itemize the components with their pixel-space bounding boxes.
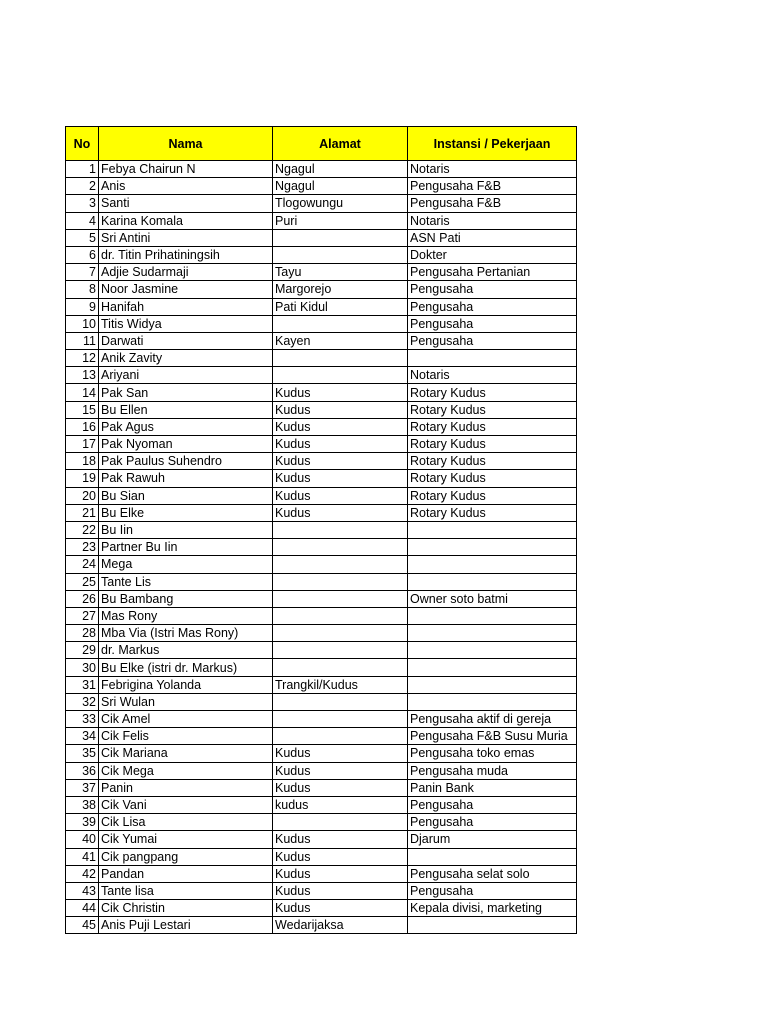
row-number: 15 [66, 401, 99, 418]
row-instansi: Pengusaha [408, 814, 577, 831]
row-alamat [273, 659, 408, 676]
row-alamat: Kudus [273, 436, 408, 453]
row-number: 11 [66, 332, 99, 349]
row-alamat [273, 642, 408, 659]
row-nama: Darwati [99, 332, 273, 349]
row-instansi: Pengusaha [408, 298, 577, 315]
row-alamat: kudus [273, 796, 408, 813]
table-row [66, 796, 577, 813]
row-number: 7 [66, 264, 99, 281]
table-row [66, 831, 577, 848]
row-alamat: Kudus [273, 384, 408, 401]
row-number: 31 [66, 676, 99, 693]
row-number: 43 [66, 882, 99, 899]
table-row [66, 573, 577, 590]
row-instansi [408, 521, 577, 538]
row-nama: Titis Widya [99, 315, 273, 332]
row-alamat: Kudus [273, 487, 408, 504]
row-instansi: Dokter [408, 246, 577, 263]
table-row [66, 504, 577, 521]
row-alamat: Kudus [273, 900, 408, 917]
row-instansi: Rotary Kudus [408, 401, 577, 418]
row-number: 28 [66, 625, 99, 642]
row-alamat: Tayu [273, 264, 408, 281]
table-row [66, 745, 577, 762]
table-row [66, 711, 577, 728]
table-row [66, 728, 577, 745]
row-nama: Pak Agus [99, 418, 273, 435]
row-instansi: Owner soto batmi [408, 590, 577, 607]
row-instansi: Rotary Kudus [408, 436, 577, 453]
table-row [66, 281, 577, 298]
table-header [66, 127, 577, 161]
row-number: 25 [66, 573, 99, 590]
row-number: 26 [66, 590, 99, 607]
row-nama: Pandan [99, 865, 273, 882]
row-instansi: Pengusaha [408, 281, 577, 298]
row-nama: Partner Bu Iin [99, 539, 273, 556]
row-nama: Anik Zavity [99, 350, 273, 367]
row-instansi: Pengusaha toko emas [408, 745, 577, 762]
table-row [66, 418, 577, 435]
row-number: 36 [66, 762, 99, 779]
row-alamat: Kayen [273, 332, 408, 349]
row-instansi [408, 573, 577, 590]
row-instansi [408, 625, 577, 642]
row-nama: Cik Christin [99, 900, 273, 917]
row-nama: Cik Yumai [99, 831, 273, 848]
row-instansi: Rotary Kudus [408, 504, 577, 521]
row-alamat: Puri [273, 212, 408, 229]
table-row [66, 539, 577, 556]
row-number: 2 [66, 178, 99, 195]
row-instansi: Notaris [408, 212, 577, 229]
row-nama: Cik Amel [99, 711, 273, 728]
row-nama: Cik Mariana [99, 745, 273, 762]
row-number: 37 [66, 779, 99, 796]
row-alamat [273, 607, 408, 624]
row-instansi: ASN Pati [408, 229, 577, 246]
row-alamat [273, 625, 408, 642]
table-row [66, 865, 577, 882]
row-nama: Pak Nyoman [99, 436, 273, 453]
row-instansi: Pengusaha [408, 796, 577, 813]
row-alamat: Wedarijaksa [273, 917, 408, 934]
table-row [66, 161, 577, 178]
row-instansi [408, 848, 577, 865]
table-row [66, 332, 577, 349]
row-instansi [408, 350, 577, 367]
table-row [66, 436, 577, 453]
row-alamat [273, 539, 408, 556]
row-nama: Pak Paulus Suhendro [99, 453, 273, 470]
row-alamat: Ngagul [273, 178, 408, 195]
row-nama: Bu Elke [99, 504, 273, 521]
row-instansi: Rotary Kudus [408, 487, 577, 504]
row-alamat [273, 556, 408, 573]
row-nama: Tante Lis [99, 573, 273, 590]
row-number: 19 [66, 470, 99, 487]
table-row [66, 521, 577, 538]
row-instansi: Pengusaha aktif di gereja [408, 711, 577, 728]
row-number: 12 [66, 350, 99, 367]
row-alamat: Ngagul [273, 161, 408, 178]
row-nama: Mba Via (Istri Mas Rony) [99, 625, 273, 642]
row-instansi: Pengusaha [408, 332, 577, 349]
row-alamat: Kudus [273, 779, 408, 796]
table-row [66, 848, 577, 865]
row-instansi: Panin Bank [408, 779, 577, 796]
row-alamat: Kudus [273, 453, 408, 470]
row-alamat: Pati Kidul [273, 298, 408, 315]
row-alamat: Kudus [273, 848, 408, 865]
row-number: 16 [66, 418, 99, 435]
row-instansi [408, 556, 577, 573]
row-nama: Hanifah [99, 298, 273, 315]
row-nama: Bu Sian [99, 487, 273, 504]
row-number: 18 [66, 453, 99, 470]
header-instansi: Instansi / Pekerjaan [408, 127, 577, 161]
row-alamat: Margorejo [273, 281, 408, 298]
row-alamat: Kudus [273, 882, 408, 899]
row-alamat: Kudus [273, 470, 408, 487]
row-nama: dr. Markus [99, 642, 273, 659]
row-instansi: Pengusaha muda [408, 762, 577, 779]
row-number: 35 [66, 745, 99, 762]
row-instansi: Pengusaha [408, 882, 577, 899]
row-instansi [408, 642, 577, 659]
row-number: 32 [66, 693, 99, 710]
row-nama: Karina Komala [99, 212, 273, 229]
row-number: 30 [66, 659, 99, 676]
row-instansi: Pengusaha F&B [408, 195, 577, 212]
row-instansi: Pengusaha Pertanian [408, 264, 577, 281]
row-nama: Cik Felis [99, 728, 273, 745]
row-alamat [273, 814, 408, 831]
row-nama: Anis [99, 178, 273, 195]
row-instansi [408, 693, 577, 710]
table-row [66, 453, 577, 470]
row-instansi [408, 539, 577, 556]
row-number: 1 [66, 161, 99, 178]
row-instansi: Rotary Kudus [408, 470, 577, 487]
row-number: 29 [66, 642, 99, 659]
row-number: 40 [66, 831, 99, 848]
row-nama: Sri Antini [99, 229, 273, 246]
table-row [66, 762, 577, 779]
header-row [66, 127, 577, 161]
row-alamat: Kudus [273, 865, 408, 882]
row-nama: Cik Vani [99, 796, 273, 813]
row-nama: Sri Wulan [99, 693, 273, 710]
row-nama: Cik pangpang [99, 848, 273, 865]
row-nama: Anis Puji Lestari [99, 917, 273, 934]
row-number: 17 [66, 436, 99, 453]
row-nama: Cik Mega [99, 762, 273, 779]
row-instansi: Pengusaha F&B Susu Muria [408, 728, 577, 745]
table-row [66, 659, 577, 676]
row-number: 33 [66, 711, 99, 728]
row-alamat: Tlogowungu [273, 195, 408, 212]
table-row [66, 246, 577, 263]
row-alamat: Kudus [273, 401, 408, 418]
table-row [66, 315, 577, 332]
row-alamat [273, 693, 408, 710]
row-number: 8 [66, 281, 99, 298]
table-row [66, 590, 577, 607]
row-alamat: Kudus [273, 504, 408, 521]
header-alamat: Alamat [273, 127, 408, 161]
row-alamat [273, 711, 408, 728]
header-no: No [66, 127, 99, 161]
row-number: 13 [66, 367, 99, 384]
table-row [66, 212, 577, 229]
row-alamat [273, 350, 408, 367]
table-row [66, 264, 577, 281]
row-instansi: Pengusaha F&B [408, 178, 577, 195]
row-instansi: Rotary Kudus [408, 418, 577, 435]
row-instansi: Djarum [408, 831, 577, 848]
row-instansi: Rotary Kudus [408, 384, 577, 401]
row-nama: Bu Iin [99, 521, 273, 538]
table-row [66, 882, 577, 899]
table-row [66, 814, 577, 831]
row-alamat: Trangkil/Kudus [273, 676, 408, 693]
table-row [66, 607, 577, 624]
row-number: 44 [66, 900, 99, 917]
row-nama: Bu Bambang [99, 590, 273, 607]
table-row [66, 625, 577, 642]
row-nama: Ariyani [99, 367, 273, 384]
row-alamat: Kudus [273, 831, 408, 848]
row-number: 3 [66, 195, 99, 212]
row-number: 34 [66, 728, 99, 745]
row-alamat: Kudus [273, 745, 408, 762]
row-instansi [408, 607, 577, 624]
table-row [66, 917, 577, 934]
table-row [66, 384, 577, 401]
row-instansi: Pengusaha selat solo [408, 865, 577, 882]
table-row [66, 195, 577, 212]
table-row [66, 367, 577, 384]
table-row [66, 779, 577, 796]
row-alamat [273, 521, 408, 538]
row-alamat [273, 229, 408, 246]
table-row [66, 401, 577, 418]
row-number: 5 [66, 229, 99, 246]
row-alamat [273, 590, 408, 607]
row-instansi [408, 659, 577, 676]
row-nama: Cik Lisa [99, 814, 273, 831]
row-alamat: Kudus [273, 418, 408, 435]
row-instansi: Pengusaha [408, 315, 577, 332]
row-nama: Pak Rawuh [99, 470, 273, 487]
header-nama: Nama [99, 127, 273, 161]
row-nama: Mas Rony [99, 607, 273, 624]
row-instansi [408, 676, 577, 693]
row-nama: Mega [99, 556, 273, 573]
row-nama: Noor Jasmine [99, 281, 273, 298]
table-row [66, 676, 577, 693]
table-row [66, 900, 577, 917]
row-number: 27 [66, 607, 99, 624]
row-instansi: Notaris [408, 367, 577, 384]
row-alamat [273, 573, 408, 590]
row-nama: Pak San [99, 384, 273, 401]
row-number: 21 [66, 504, 99, 521]
row-number: 6 [66, 246, 99, 263]
row-nama: Panin [99, 779, 273, 796]
row-alamat [273, 367, 408, 384]
row-number: 4 [66, 212, 99, 229]
row-number: 39 [66, 814, 99, 831]
row-number: 45 [66, 917, 99, 934]
row-nama: Tante lisa [99, 882, 273, 899]
row-number: 14 [66, 384, 99, 401]
row-alamat [273, 315, 408, 332]
row-nama: Adjie Sudarmaji [99, 264, 273, 281]
row-number: 23 [66, 539, 99, 556]
row-nama: dr. Titin Prihatiningsih [99, 246, 273, 263]
table-row [66, 470, 577, 487]
table-row [66, 487, 577, 504]
row-number: 42 [66, 865, 99, 882]
row-instansi [408, 917, 577, 934]
row-nama: Bu Ellen [99, 401, 273, 418]
row-alamat: Kudus [273, 762, 408, 779]
row-number: 41 [66, 848, 99, 865]
row-number: 10 [66, 315, 99, 332]
table-row [66, 693, 577, 710]
guest-list-table [65, 126, 577, 934]
row-alamat [273, 728, 408, 745]
row-number: 38 [66, 796, 99, 813]
row-instansi: Kepala divisi, marketing [408, 900, 577, 917]
table-row [66, 350, 577, 367]
row-number: 9 [66, 298, 99, 315]
row-nama: Bu Elke (istri dr. Markus) [99, 659, 273, 676]
row-number: 20 [66, 487, 99, 504]
table-row [66, 229, 577, 246]
table-body [66, 161, 577, 934]
table-row [66, 556, 577, 573]
table-row [66, 178, 577, 195]
row-instansi: Rotary Kudus [408, 453, 577, 470]
row-nama: Febrigina Yolanda [99, 676, 273, 693]
row-instansi: Notaris [408, 161, 577, 178]
row-number: 22 [66, 521, 99, 538]
table-row [66, 642, 577, 659]
table-row [66, 298, 577, 315]
row-number: 24 [66, 556, 99, 573]
row-nama: Febya Chairun N [99, 161, 273, 178]
row-nama: Santi [99, 195, 273, 212]
row-alamat [273, 246, 408, 263]
